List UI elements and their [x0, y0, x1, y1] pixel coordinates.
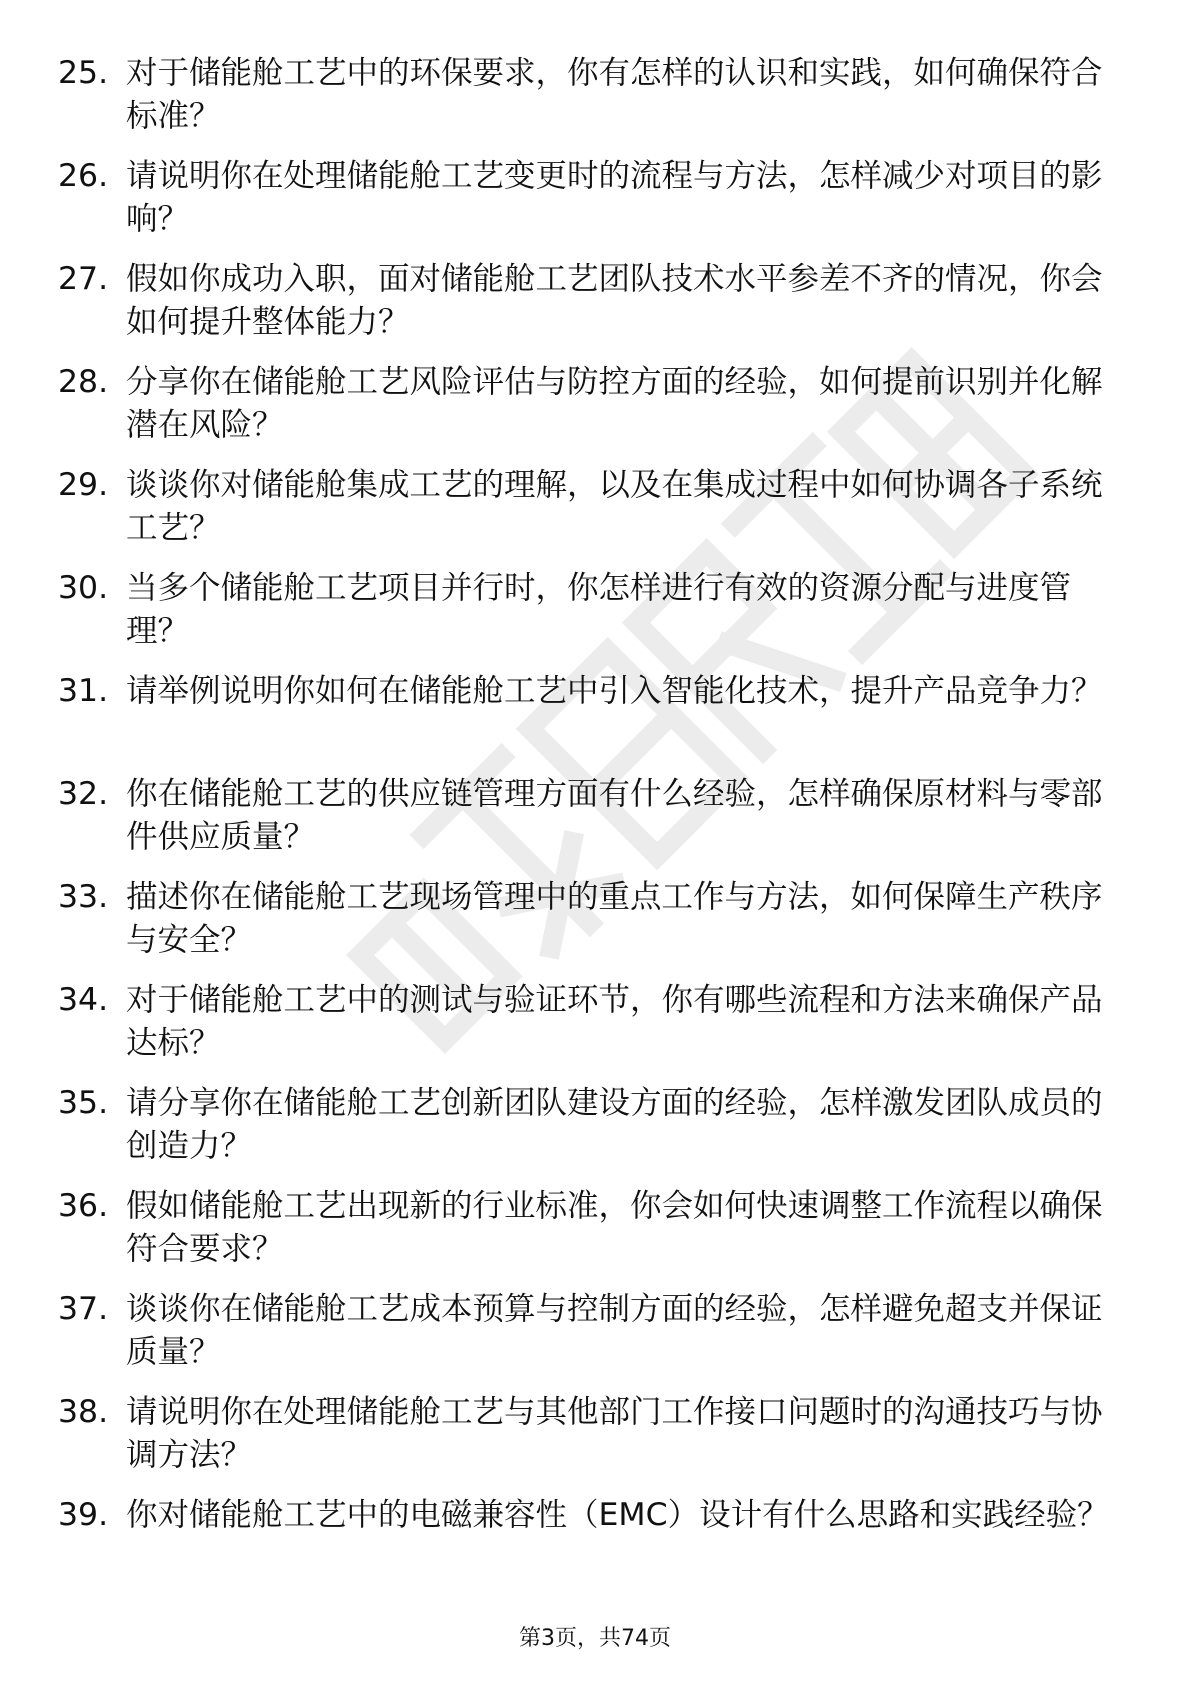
question-text: 假如储能舱工艺出现新的行业标准，你会如何快速调整工作流程以确保符合要求？ — [126, 1188, 1103, 1267]
list-item — [58, 876, 1118, 979]
question-text: 描述你在储能舱工艺现场管理中的重点工作与方法，如何保障生产秩序与安全？ — [126, 879, 1103, 958]
list-item — [58, 361, 1118, 464]
list-item — [58, 1391, 1118, 1494]
list-item — [58, 464, 1118, 567]
question-number: 26. — [58, 158, 109, 194]
question-text: 你在储能舱工艺的供应链管理方面有什么经验，怎样确保原材料与零部件供应质量？ — [126, 776, 1103, 855]
list-item — [58, 258, 1118, 361]
list-item — [58, 52, 1118, 155]
question-text: 请分享你在储能舱工艺创新团队建设方面的经验，怎样激发团队成员的创造力？ — [126, 1085, 1103, 1164]
question-list — [58, 52, 1118, 1597]
question-number: 37. — [58, 1291, 109, 1327]
question-text: 假如你成功入职，面对储能舱工艺团队技术水平参差不齐的情况，你会如何提升整体能力？ — [126, 261, 1103, 340]
question-number: 30. — [58, 570, 109, 606]
list-item — [58, 567, 1118, 670]
question-number: 25. — [58, 55, 109, 91]
question-number: 29. — [58, 467, 109, 503]
list-item — [58, 1288, 1118, 1391]
list-item — [58, 155, 1118, 258]
question-text: 请举例说明你如何在储能舱工艺中引入智能化技术，提升产品竞争力？ — [126, 673, 1103, 709]
question-number: 33. — [58, 879, 109, 915]
question-text: 分享你在储能舱工艺风险评估与防控方面的经验，如何提前识别并化解潜在风险？ — [126, 364, 1103, 443]
list-item — [58, 1494, 1118, 1597]
list-item — [58, 773, 1118, 876]
question-number: 35. — [58, 1085, 109, 1121]
list-item — [58, 1185, 1118, 1288]
question-number: 27. — [58, 261, 109, 297]
question-text: 对于储能舱工艺中的环保要求，你有怎样的认识和实践，如何确保符合标准？ — [126, 55, 1103, 134]
question-text: 请说明你在处理储能舱工艺与其他部门工作接口问题时的沟通技巧与协调方法？ — [126, 1394, 1103, 1473]
question-number: 36. — [58, 1188, 109, 1224]
question-text: 你对储能舱工艺中的电磁兼容性（EMC）设计有什么思路和实践经验？ — [126, 1497, 1109, 1533]
list-item — [58, 979, 1118, 1082]
question-number: 28. — [58, 364, 109, 400]
question-number: 34. — [58, 982, 109, 1018]
page-footer: 第3页，共74页 — [519, 1626, 671, 1651]
question-number: 38. — [58, 1394, 109, 1430]
question-number: 31. — [58, 673, 109, 709]
question-text: 谈谈你在储能舱工艺成本预算与控制方面的经验，怎样避免超支并保证质量？ — [126, 1291, 1103, 1370]
question-number: 39. — [58, 1497, 109, 1533]
list-item — [58, 1082, 1118, 1185]
question-number: 32. — [58, 776, 109, 812]
list-item — [58, 670, 1118, 773]
question-text: 当多个储能舱工艺项目并行时，你怎样进行有效的资源分配与进度管理？ — [126, 570, 1072, 649]
question-text: 对于储能舱工艺中的测试与验证环节，你有哪些流程和方法来确保产品达标？ — [126, 982, 1103, 1061]
question-text: 谈谈你对储能舱集成工艺的理解，以及在集成过程中如何协调各子系统工艺？ — [126, 467, 1103, 546]
question-text: 请说明你在处理储能舱工艺变更时的流程与方法，怎样减少对项目的影响？ — [126, 158, 1103, 237]
